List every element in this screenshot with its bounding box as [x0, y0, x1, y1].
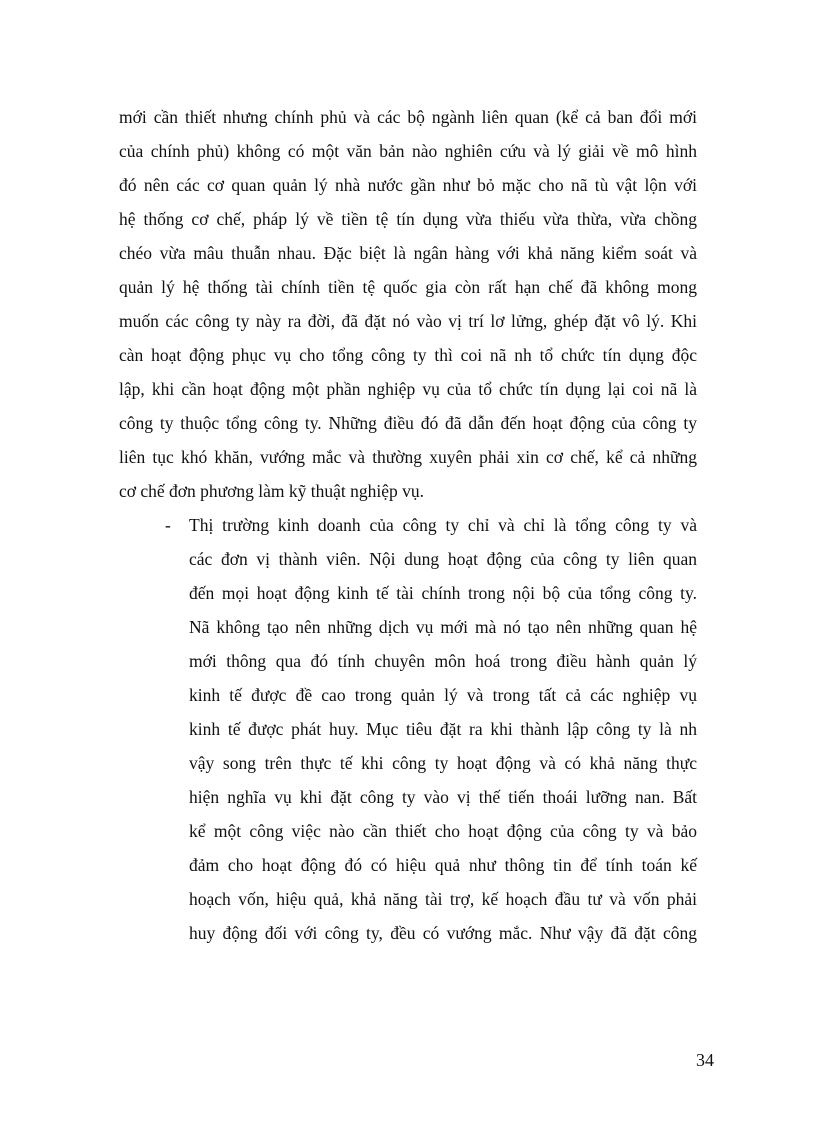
paragraph-line: chéo vừa mâu thuẫn nhau. Đặc biệt là ngân hàng với khả năng kiểm soát và	[119, 243, 697, 263]
bullet-line: kinh tế được đề cao trong quản lý và trong tất cả các nghiệp vụ	[189, 685, 697, 705]
paragraph-line: của chính phủ) không có một văn bản nào nghiên cứu và lý giải về mô hình	[119, 141, 697, 161]
bullet-line: Thị trường kinh doanh của công ty chỉ và chỉ là tổng công ty và	[189, 515, 697, 535]
paragraph-line: cơ chế đơn phương làm kỹ thuật nghiệp vụ.	[119, 481, 425, 501]
paragraph-line: liên tục khó khăn, vướng mắc và thường xuyên phải xin cơ chế, kể cả những	[119, 447, 697, 467]
bullet-line: vậy song trên thực tế khi công ty hoạt động và có khả năng thực	[189, 753, 697, 773]
bullet-line: huy động đối với công ty, đều có vướng mắc. Như vậy đã đặt công	[189, 923, 697, 943]
bullet-text	[189, 508, 697, 950]
bullet-line: hiện nghĩa vụ khi đặt công ty vào vị thế tiến thoái lưỡng nan. Bất	[189, 787, 697, 807]
paragraph-line: đó nên các cơ quan quản lý nhà nước gần như bỏ mặc cho nã tù vật lộn với	[119, 175, 697, 195]
bullet-line: đảm cho hoạt động đó có hiệu quả như thông tin để tính toán kế	[189, 855, 697, 875]
bullet-line: kinh tế được phát huy. Mục tiêu đặt ra khi thành lập công ty là nh	[189, 719, 697, 739]
paragraph-line: hệ thống cơ chế, pháp lý về tiền tệ tín dụng vừa thiếu vừa thừa, vừa chồng	[119, 209, 697, 229]
paragraph-line: mới cần thiết nhưng chính phủ và các bộ ngành liên quan (kể cả ban đổi mới	[119, 107, 697, 127]
bullet-line: hoạch vốn, hiệu quả, khả năng tài trợ, kế hoạch đầu tư và vốn phải	[189, 889, 697, 909]
paragraph-line: công ty thuộc tổng công ty. Những điều đó đã dẫn đến hoạt động của công ty	[119, 413, 697, 433]
paragraph-line: muốn các công ty này ra đời, đã đặt nó vào vị trí lơ lửng, ghép đặt vô lý. Khi	[119, 311, 697, 331]
paragraph-line: lập, khi cần hoạt động một phần nghiệp vụ của tổ chức tín dụng lại coi nã là	[119, 379, 697, 399]
bullet-line: kể một công việc nào cần thiết cho hoạt động của công ty và bảo	[189, 821, 697, 841]
page-number: 34	[696, 1050, 714, 1070]
bullet-line: đến mọi hoạt động kinh tế tài chính trong nội bộ của tổng công ty.	[189, 583, 697, 603]
bullet-line: mới thông qua đó tính chuyên môn hoá trong điều hành quản lý	[189, 651, 697, 671]
paragraph-line: quản lý hệ thống tài chính tiền tệ quốc gia còn rất hạn chế đã không mong	[119, 277, 697, 297]
bullet-dash-marker: -	[165, 515, 171, 535]
body-paragraph	[119, 100, 697, 508]
bullet-line: Nã không tạo nên những dịch vụ mới mà nó tạo nên những quan hệ	[189, 617, 697, 637]
paragraph-line: càn hoạt động phục vụ cho tổng công ty thì coi nã nh tổ chức tín dụng độc	[119, 345, 697, 365]
bullet-line: các đơn vị thành viên. Nội dung hoạt động của công ty liên quan	[189, 549, 697, 569]
